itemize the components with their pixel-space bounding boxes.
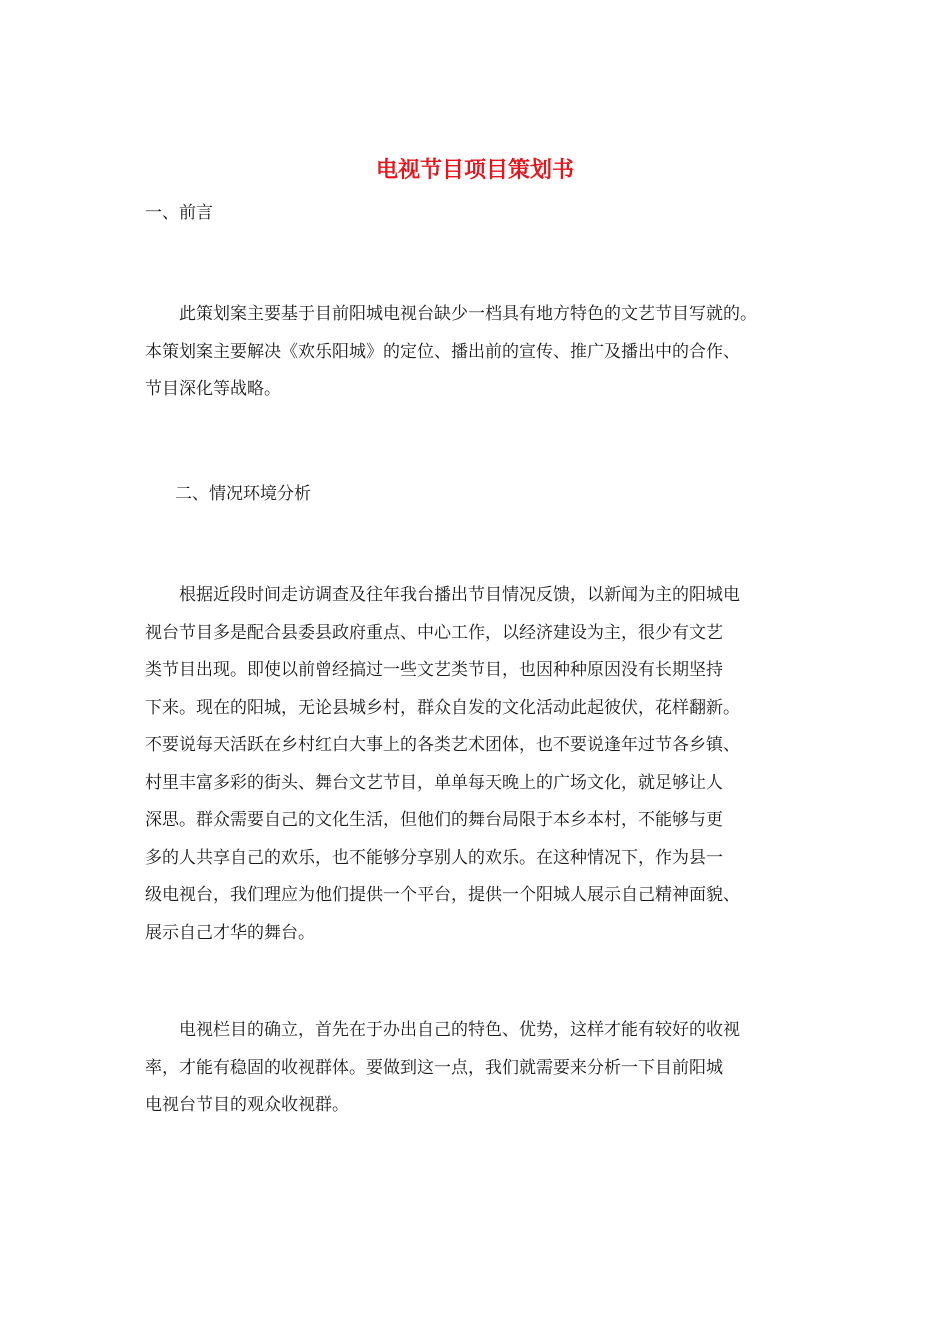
paragraph-line: 节目深化等战略。 — [145, 379, 281, 399]
document-title: 电视节目项目策划书 — [375, 157, 574, 183]
paragraph-line: 展示自己才华的舞台。 — [145, 922, 315, 943]
section-heading-preface: 一、前言 — [145, 203, 213, 223]
paragraph-line: 电视台节目的观众收视群。 — [145, 1095, 349, 1115]
paragraph-analysis — [145, 577, 825, 952]
paragraph-line: 级电视台，我们理应为他们提供一个平台，提供一个阳城人展示自己精神面貌、 — [145, 885, 740, 905]
paragraph-line: 此策划案主要基于目前阳城电视台缺少一档具有地方特色的文艺节目写就的。 — [145, 304, 757, 324]
section-heading-analysis: 二、情况环境分析 — [175, 484, 311, 504]
paragraph-line: 率，才能有稳固的收视群体。要做到这一点，我们就需要来分析一下目前阳城 — [145, 1057, 723, 1078]
paragraph-line: 村里丰富多彩的街头、舞台文艺节目，单单每天晚上的广场文化，就足够让人 — [145, 772, 723, 793]
paragraph-audience — [145, 1012, 825, 1125]
paragraph-line: 多的人共享自己的欢乐，也不能够分享别人的欢乐。在这种情况下，作为县一 — [145, 847, 723, 868]
paragraph-line: 本策划案主要解决《欢乐阳城》的定位、播出前的宣传、推广及播出中的合作、 — [145, 341, 740, 362]
paragraph-line: 深思。群众需要自己的文化生活，但他们的舞台局限于本乡本村，不能够与更 — [145, 810, 723, 830]
paragraph-preface — [145, 296, 825, 409]
paragraph-line: 根据近段时间走访调查及往年我台播出节目情况反馈，以新闻为主的阳城电 — [145, 585, 740, 605]
paragraph-line: 类节目出现。即使以前曾经搞过一些文艺类节目，也因种种原因没有长期坚持 — [145, 660, 723, 680]
paragraph-line: 下来。现在的阳城，无论县城乡村，群众自发的文化活动此起彼伏，花样翻新。 — [145, 697, 740, 718]
paragraph-line: 不要说每天活跃在乡村红白大事上的各类艺术团体，也不要说逢年过节各乡镇、 — [145, 735, 740, 755]
paragraph-line: 视台节目多是配合县委县政府重点、中心工作，以经济建设为主，很少有文艺 — [145, 622, 723, 643]
paragraph-line: 电视栏目的确立，首先在于办出自己的特色、优势，这样才能有较好的收视 — [145, 1020, 740, 1040]
